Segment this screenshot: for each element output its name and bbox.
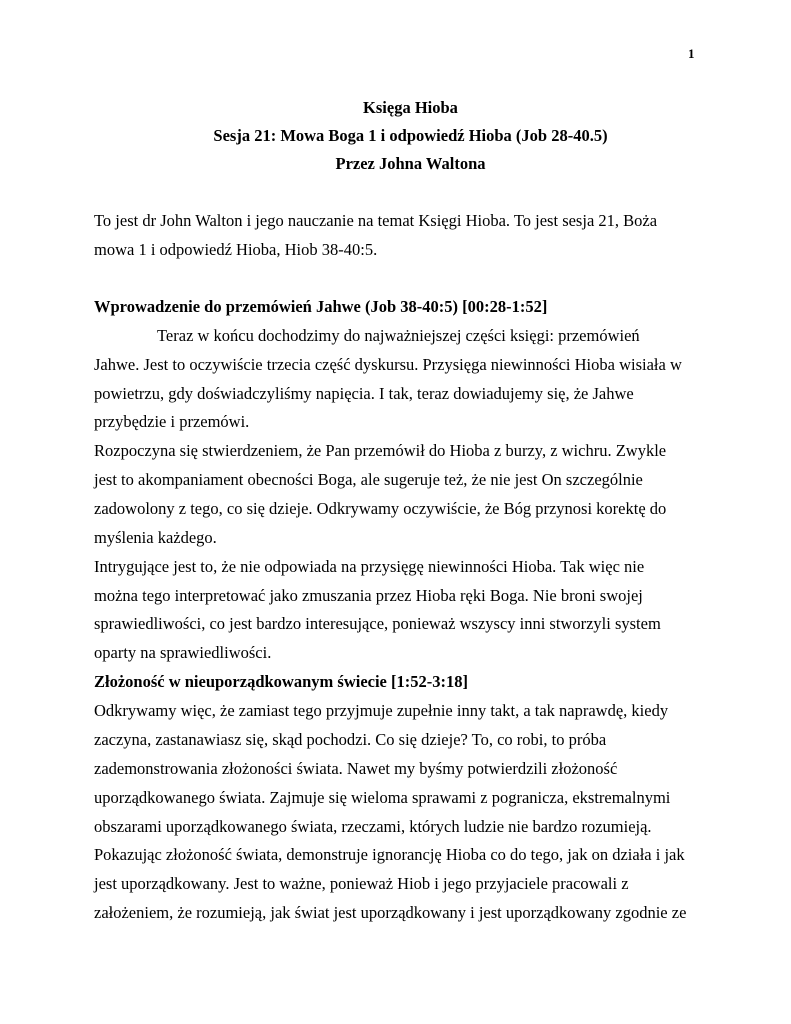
title-block xyxy=(0,94,791,178)
paragraph-line: założeniem, że rozumieją, jak świat jest uporządkowany i jest uporządkowany zgodnie ze xyxy=(94,903,687,922)
paragraph-line: uporządkowanego świata. Zajmuje się wieloma sprawami z pogranicza, ekstremalnymi xyxy=(94,788,671,807)
document-title: Księga Hioba xyxy=(363,98,458,117)
paragraph-line: myślenia każdego. xyxy=(94,528,217,547)
paragraph-line: przybędzie i przemówi. xyxy=(94,412,250,431)
paragraph-line: Pokazując złożoność świata, demonstruje ignorancję Hioba co do tego, jak on działa i jak xyxy=(94,845,685,864)
page-number: 1 xyxy=(688,46,695,61)
author-line: Przez Johna Waltona xyxy=(335,154,486,173)
paragraph-line: zadowolony z tego, co się dzieje. Odkrywamy oczywiście, że Bóg przynosi korektę do xyxy=(94,499,667,518)
intro-line: To jest dr John Walton i jego nauczanie na temat Księgi Hioba. To jest sesja 21, Boża xyxy=(94,211,658,230)
paragraph-line: Intrygujące jest to, że nie odpowiada na przysięgę niewinności Hioba. Tak więc nie xyxy=(94,557,645,576)
paragraph-line: obszarami uporządkowanego świata, rzeczami, których ludzie nie bardzo rozumieją. xyxy=(94,817,652,836)
paragraph-line: powietrzu, gdy doświadczyliśmy napięcia. I tak, teraz dowiadujemy się, że Jahwe xyxy=(94,384,634,403)
session-title: Sesja 21: Mowa Boga 1 i odpowiedź Hioba (Job 28-40.5) xyxy=(213,126,608,145)
section-heading: Złożoność w nieuporządkowanym świecie [1:52-3:18] xyxy=(94,672,468,691)
paragraph-line: sprawiedliwości, co jest bardzo interesujące, ponieważ wszyscy inni stworzyli system xyxy=(94,614,661,633)
paragraph-line: można tego interpretować jako zmuszania przez Hioba ręki Boga. Nie broni swojej xyxy=(94,586,643,605)
paragraph-line: Teraz w końcu dochodzimy do najważniejszej części księgi: przemówień xyxy=(157,326,640,345)
paragraph-line: zademonstrowania złożoności świata. Nawet my byśmy potwierdzili złożoność xyxy=(94,759,618,778)
paragraph-line: oparty na sprawiedliwości. xyxy=(94,643,272,662)
intro-line: mowa 1 i odpowiedź Hioba, Hiob 38-40:5. xyxy=(94,240,378,259)
paragraph-line: Odkrywamy więc, że zamiast tego przyjmuje zupełnie inny takt, a tak naprawdę, kiedy xyxy=(94,701,669,720)
paragraph-line: Rozpoczyna się stwierdzeniem, że Pan przemówił do Hioba z burzy, z wichru. Zwykle xyxy=(94,441,667,460)
section-heading: Wprowadzenie do przemówień Jahwe (Job 38-40:5) [00:28-1:52] xyxy=(94,297,548,316)
paragraph-line: jest uporządkowany. Jest to ważne, ponieważ Hiob i jego przyjaciele pracowali z xyxy=(94,874,629,893)
paragraph-line: Jahwe. Jest to oczywiście trzecia część dyskursu. Przysięga niewinności Hioba wisiała w xyxy=(94,355,682,374)
paragraph-line: zaczyna, zastanawiasz się, skąd pochodzi. Co się dzieje? To, co robi, to próba xyxy=(94,730,607,749)
paragraph-line: jest to akompaniament obecności Boga, ale sugeruje też, że nie jest On szczególnie xyxy=(94,470,643,489)
